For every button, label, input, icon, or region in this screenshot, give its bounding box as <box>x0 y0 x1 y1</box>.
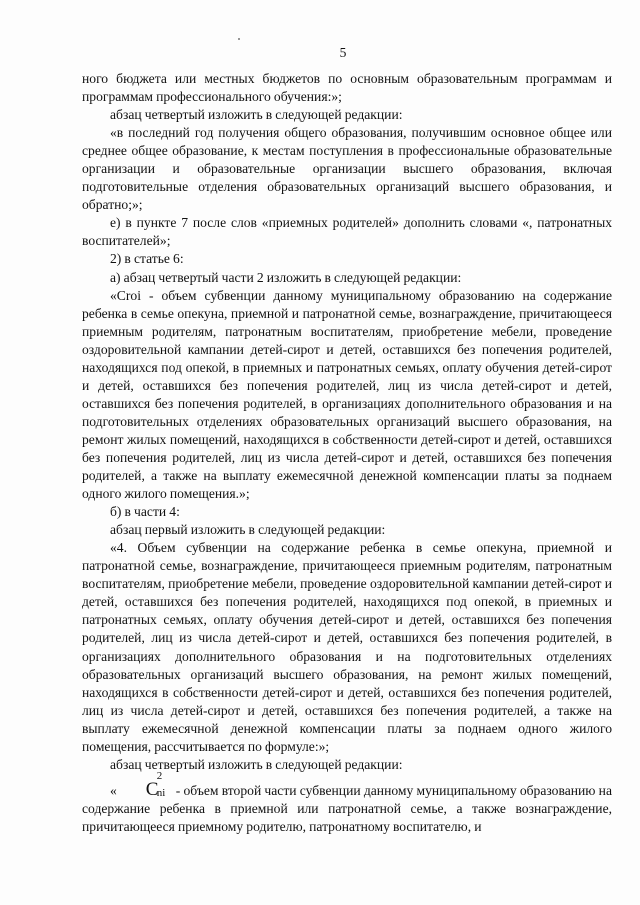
paragraph-continuation: ного бюджета или местных бюджетов по основным образовательным программам и программам профессионального обучения:»; <box>82 71 612 105</box>
paragraph-item-b: б) в части 4: <box>110 504 180 520</box>
formula-variable: C 2 ni <box>118 783 159 797</box>
paragraph-quoted-text: «в последний год получения общего образования, получившим основное общее или среднее общее образование, к местам поступления в профессиональные образовательные организации и образовательные организации высшего образования, включая подготовительные отделения образовательных организаций высшего образования, и обратно;»; <box>82 125 612 213</box>
paragraph-croi-definition: «Сroi - объем субвенции данному муниципальному образованию на содержание ребенка в семье опекуна, приемной и патронатной семье, вознаграждение, причитающееся приемным родителям, патронатным воспитателям, приобретение мебели, проведение оздоровительной кампании детей-сирот и детей, оставшихся без попечения родителей, находящихся под опекой, в приемных и патронатных семьях, оплату обучения детей-сирот и детей, оставшихся без попечения родителей, лиц из числа детей-сирот и детей, оставшихся без попечения родителей, в организациях дополнительного образования и на подготовительных отделениях образовательных организаций высшего образования, на ремонт жилых помещений, находящихся в собственности детей-сирот и детей, оставшихся без попечения родителей, лиц из числа детей-сирот и детей, оставшихся без попечения родителей, а также на выплату ежемесячной денежной компенсации платы за поднаем одного жилого помещения.»; <box>82 287 612 502</box>
paragraph-item-a: а) абзац четвертый части 2 изложить в следующей редакции: <box>110 269 462 285</box>
formula-definition-text: - объем второй части субвенции данному муниципальному образованию на содержание ребенка в приемной или патронатной семье, а также вознаграждение, причитающееся приемному родителю, патронатному воспитателю, и <box>82 782 612 834</box>
open-quote: « <box>110 782 117 798</box>
page-number: 5 <box>339 45 347 60</box>
paragraph-instruction: абзац первый изложить в следующей редакции: <box>110 522 386 538</box>
paragraph-item-e: е) в пункте 7 после слов «приемных родителей» дополнить словами «, патронатных воспитателей»; <box>82 215 612 249</box>
paragraph-formula-definition <box>82 769 612 836</box>
formula-superscript: 2 <box>156 769 163 782</box>
paragraph-instruction: абзац четвертый изложить в следующей редакции: <box>110 107 403 123</box>
paragraph-article-6: 2) в статье 6: <box>110 251 184 267</box>
paragraph-part-4: «4. Объем субвенции на содержание ребенка в семье опекуна, приемной и патронатной семье, вознаграждение, причитающееся приемным родителям, патронатным воспитателям, приобретение мебели, проведение оздоровительной кампании детей-сирот и детей, оставшихся без попечения родителей, находящихся под опекой, в приемных и патронатных семьях, оплату обучения детей-сирот и детей, оставшихся без попечения родителей, лиц из числа детей-сирот и детей, оставшихся без попечения родителей, в организациях дополнительного образования и на подготовительных отделениях образовательных организаций высшего образования, на ремонт жилых помещений, находящихся в собственности детей-сирот и детей, оставшихся без попечения родителей, лиц из числа детей-сирот и детей, оставшихся без попечения родителей, а также на выплату ежемесячной денежной компенсации платы за поднаем одного жилого помещения, рассчитывается по формуле:»; <box>82 540 612 754</box>
formula-subscript: ni <box>156 786 166 799</box>
paragraph-instruction: абзац четвертый изложить в следующей редакции: <box>110 756 403 772</box>
scan-speck <box>238 38 240 40</box>
